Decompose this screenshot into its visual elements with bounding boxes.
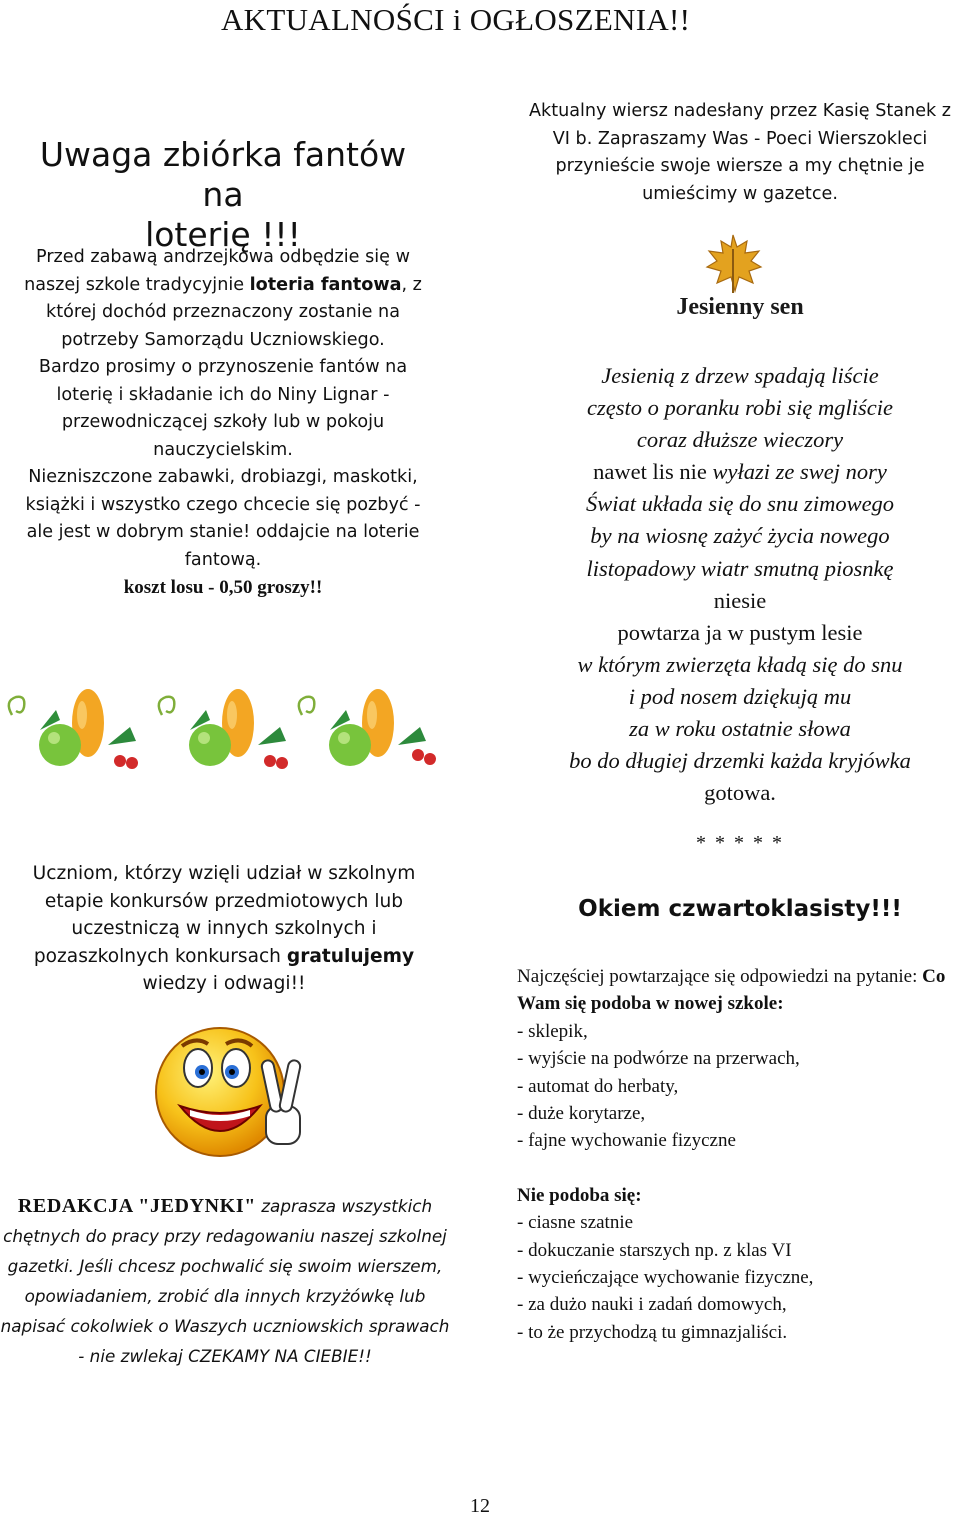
lottery-paragraph-1 <box>14 244 432 354</box>
section-divider-stars: * * * * * <box>696 832 784 854</box>
poem-line: by na wiosnę zażyć życia nowego <box>590 523 890 549</box>
editorial-lead: REDAKCJA "JEDYNKI" <box>17 1195 256 1217</box>
poem-line-part: nawet lis nie <box>593 459 713 485</box>
survey-question-text: Najczęściej powtarzające się odpowiedzi na pytanie: <box>517 966 923 987</box>
list-item: - sklepik, <box>517 1020 588 1042</box>
survey-question-highlight: Co Wam się podoba w nowej szkole: <box>517 966 946 1015</box>
list-item: - dokuczanie starszych np. z klas VI <box>517 1239 792 1261</box>
page-title: AKTUALNOŚCI i OGŁOSZENIA!! <box>221 2 691 37</box>
poem-line: często o poranku robi się mgliście <box>586 395 893 421</box>
dislikes-list <box>517 1209 957 1346</box>
fruit-group-1 <box>9 689 138 769</box>
lottery-highlight: loteria fantowa <box>249 274 402 295</box>
poem-title: Jesienny sen <box>676 294 804 320</box>
congratulations-note <box>15 860 433 998</box>
lottery-title-line1: Uwaga zbiórka fantów na <box>39 135 407 214</box>
poem-line-part: wyłazi ze swej nory <box>712 459 887 485</box>
lottery-title-line2: loterię !!! <box>145 215 301 254</box>
editorial-invitation <box>0 1192 450 1372</box>
poem-line: listopadowy wiatr smutną piosnkę <box>586 555 894 581</box>
list-item: - fajne wychowanie fizyczne <box>517 1130 736 1152</box>
poem-line: w którym zwierzęta kładą się do snu <box>577 651 903 677</box>
list-item: - za dużo nauki i zadań domowych, <box>517 1294 787 1316</box>
poem-line: gotowa. <box>704 780 776 806</box>
poem-line: coraz dłuższe wieczory <box>636 427 844 453</box>
survey-question <box>517 963 957 1018</box>
list-item: - to że przychodzą tu gimnazjaliści. <box>517 1321 788 1343</box>
fruit-group-3 <box>299 689 436 766</box>
congrats-text: Uczniom, którzy wzięli udział w szkolnym etapie konkursów przedmiotowych lub uczestniczą w innych szkolnych i pozaszkolnych konkursach <box>32 863 416 967</box>
fruit-group-2 <box>159 689 288 769</box>
lottery-title <box>18 135 428 255</box>
lottery-paragraph-3: Niezniszczone zabawki, drobiazgi, maskotki, książki i wszystko czego chcecie się pozbyć - ale jest w dobrym stanie! oddajcie na loterie fantową. <box>25 467 421 570</box>
poem-line: Jesienią z drzew spadają liście <box>601 363 879 388</box>
lottery-paragraph-2: Bardzo prosimy o przynoszenie fantów na loterię i składanie ich do Niny Lignar - przewodniczącej szkoły lub w pokoju nauczycielskim. <box>38 357 408 460</box>
lottery-text: , z której dochód przeznaczony zostanie na potrzeby Samorządu Uczniowskiego. <box>46 274 422 350</box>
list-item: - wycieńczające wychowanie fizyczne, <box>517 1267 814 1289</box>
spacer <box>517 1155 957 1182</box>
congrats-text: wiedzy i odwagi!! <box>142 973 306 994</box>
lottery-text: Przed zabawą andrzejkowa odbędzie się w naszej szkole tradycyjnie <box>24 247 410 295</box>
poem-body <box>520 360 960 809</box>
poem-line: za w roku ostatnie słowa <box>629 716 851 742</box>
smiley-victory-icon <box>150 1010 310 1170</box>
congrats-highlight: gratulujemy <box>286 945 415 967</box>
lottery-cost: koszt losu - 0,50 groszy!! <box>123 577 323 598</box>
likes-list <box>517 1018 957 1155</box>
list-item: - ciasne szatnie <box>517 1212 634 1234</box>
poem-line <box>520 456 960 488</box>
lottery-announcement <box>14 244 432 602</box>
editorial-text: zaprasza wszystkich chętnych do pracy przy redagowaniu naszej szkolnej gazetki. Jeśli chcesz pochwalić się swoim wierszem, opowiadaniem, zrobić dla innych krzyżówkę lub napisać cokolwiek o Waszych uczniowskich sprawach - nie zwlekaj CZEKAMY NA CIEBIE!! <box>0 1196 450 1366</box>
list-item: - wyjście na podwórze na przerwach, <box>517 1048 800 1070</box>
dislike-heading: Nie podoba się: <box>517 1184 642 1206</box>
list-item: - duże korytarze, <box>517 1103 646 1125</box>
poem-line: i pod nosem dziękują mu <box>628 683 852 709</box>
page-number: 12 <box>470 1495 490 1517</box>
poem-intro: Aktualny wiersz nadesłany przez Kasię Stanek z VI b. Zapraszamy Was - Poeci Wierszokleci przynieście swoje wiersze a my chętnie je umieścimy w gazetce. <box>528 101 952 204</box>
fruit-border-icon <box>0 675 450 775</box>
poem-line: Świat układa się do snu zimowego <box>585 491 895 517</box>
poem-line: niesie <box>713 587 767 613</box>
survey-results <box>517 963 957 1346</box>
poem-line: bo do długiej drzemki każda kryjówka <box>569 748 911 774</box>
list-item: - automat do herbaty, <box>517 1075 679 1097</box>
survey-title: Okiem czwartoklasisty!!! <box>578 896 902 922</box>
poem-line: powtarza ja w pustym lesie <box>617 619 863 645</box>
autumn-leaf-icon <box>703 233 763 295</box>
